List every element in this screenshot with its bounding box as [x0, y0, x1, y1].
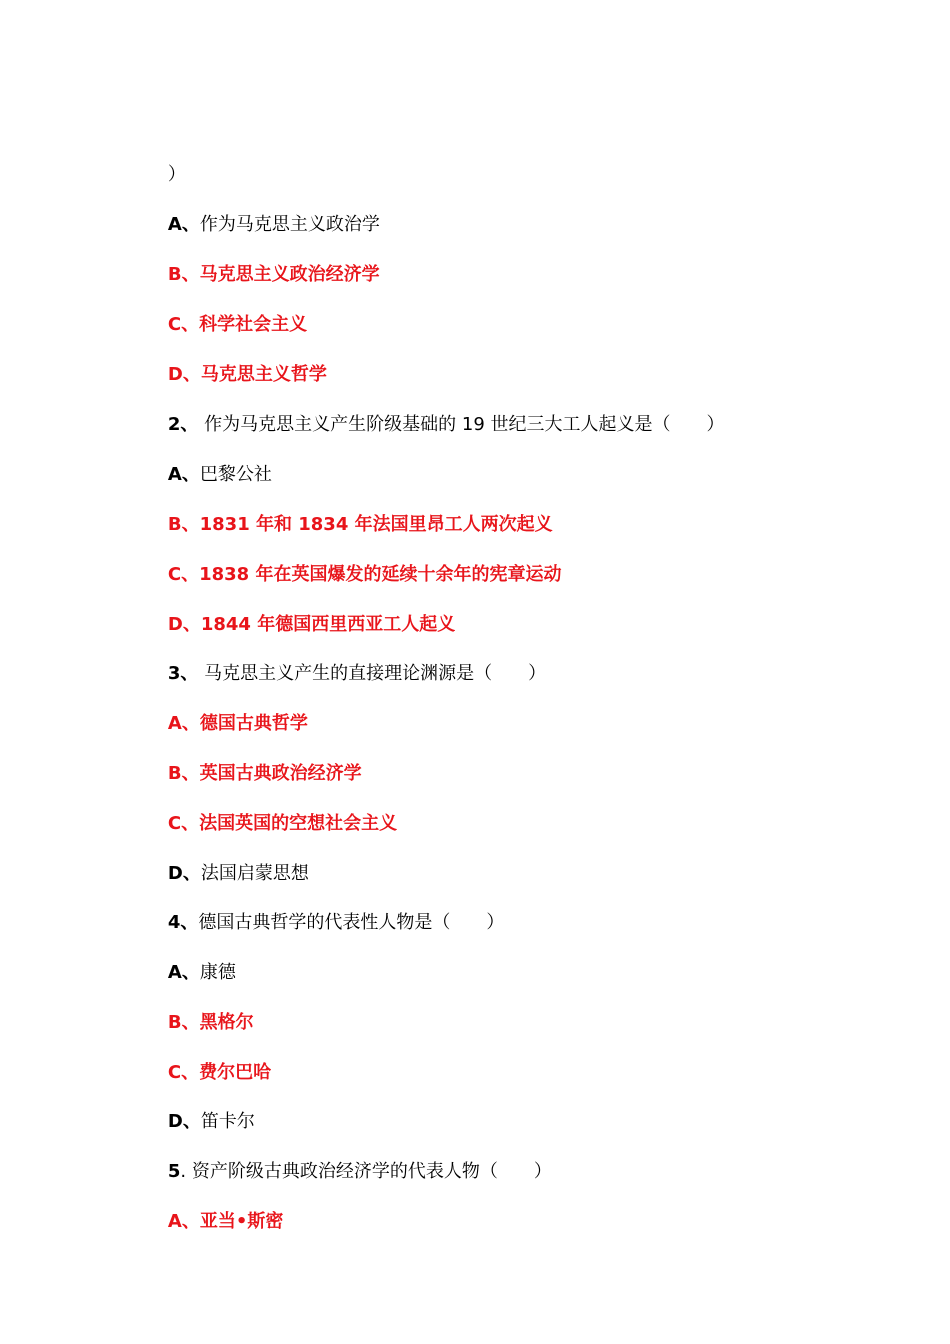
option-marker: D、	[167, 1111, 201, 1132]
option-marker: D、	[167, 863, 201, 884]
question-4-option-c	[145, 1034, 272, 1083]
option-marker: C、	[167, 564, 200, 585]
option-text: 费尔巴哈	[199, 1062, 272, 1083]
option-text: 科学社会主义	[199, 314, 308, 335]
option-text: 1838 年在英国爆发的延续十余年的宪章运动	[199, 564, 562, 585]
question-4-stem	[145, 884, 505, 933]
option-marker: A、	[167, 464, 200, 485]
question-2-option-c	[145, 536, 562, 585]
question-1-option-c	[145, 286, 308, 335]
option-marker: A、	[167, 962, 200, 983]
option-marker: B、	[167, 514, 200, 535]
question-4-option-a	[145, 934, 236, 983]
option-text: 亚当•斯密	[199, 1211, 284, 1232]
question-3-option-c	[145, 785, 398, 834]
question-2-stem	[145, 386, 725, 435]
option-marker: A、	[167, 214, 200, 235]
option-text: 康德	[199, 962, 236, 983]
question-5-option-a	[145, 1183, 284, 1232]
question-5-stem	[145, 1133, 552, 1182]
option-text: 马克思主义政治经济学	[199, 264, 380, 285]
question-1-option-a	[145, 186, 380, 235]
option-text: 1831 年和 1834 年法国里昂工人两次起义	[199, 514, 553, 535]
question-1-stem-end	[145, 136, 186, 185]
option-marker: A、	[167, 1211, 200, 1232]
option-text: 法国启蒙思想	[200, 863, 309, 884]
option-text: 马克思主义哲学	[200, 364, 327, 385]
question-2-option-b	[145, 486, 553, 535]
question-number: 5	[167, 1161, 181, 1182]
question-1-option-d	[145, 336, 327, 385]
line-text: ）	[167, 164, 186, 185]
option-text: 德国古典哲学	[199, 713, 308, 734]
question-3-option-a	[145, 685, 308, 734]
option-marker: B、	[167, 763, 200, 784]
option-marker: B、	[167, 264, 200, 285]
option-marker: C、	[167, 1062, 200, 1083]
question-3-stem	[145, 635, 547, 684]
question-4-option-d	[145, 1083, 255, 1132]
option-text: 1844 年德国西里西亚工人起义	[200, 614, 456, 635]
question-3-option-d	[145, 835, 309, 884]
question-text: 德国古典哲学的代表性人物是（ ）	[198, 912, 505, 933]
option-text: 巴黎公社	[199, 464, 272, 485]
option-marker: C、	[167, 314, 200, 335]
question-text: . 资产阶级古典政治经济学的代表人物（ ）	[180, 1161, 552, 1182]
question-text: 作为马克思主义产生阶级基础的 19 世纪三大工人起义是（ ）	[198, 414, 725, 435]
option-text: 笛卡尔	[200, 1111, 255, 1132]
option-marker: C、	[167, 813, 200, 834]
option-marker: D、	[167, 364, 201, 385]
option-text: 英国古典政治经济学	[199, 763, 362, 784]
question-4-option-b	[145, 984, 254, 1033]
option-marker: A、	[167, 713, 200, 734]
option-text: 作为马克思主义政治学	[199, 214, 380, 235]
option-marker: D、	[167, 614, 201, 635]
option-text: 黑格尔	[199, 1012, 254, 1033]
question-text: 马克思主义产生的直接理论渊源是（ ）	[198, 663, 547, 684]
question-2-option-d	[145, 586, 456, 635]
question-2-option-a	[145, 436, 272, 485]
question-number: 4、	[167, 912, 199, 933]
option-text: 法国英国的空想社会主义	[199, 813, 398, 834]
question-1-option-b	[145, 236, 380, 285]
question-3-option-b	[145, 735, 362, 784]
question-number: 3、	[167, 663, 199, 684]
question-number: 2、	[167, 414, 199, 435]
option-marker: B、	[167, 1012, 200, 1033]
